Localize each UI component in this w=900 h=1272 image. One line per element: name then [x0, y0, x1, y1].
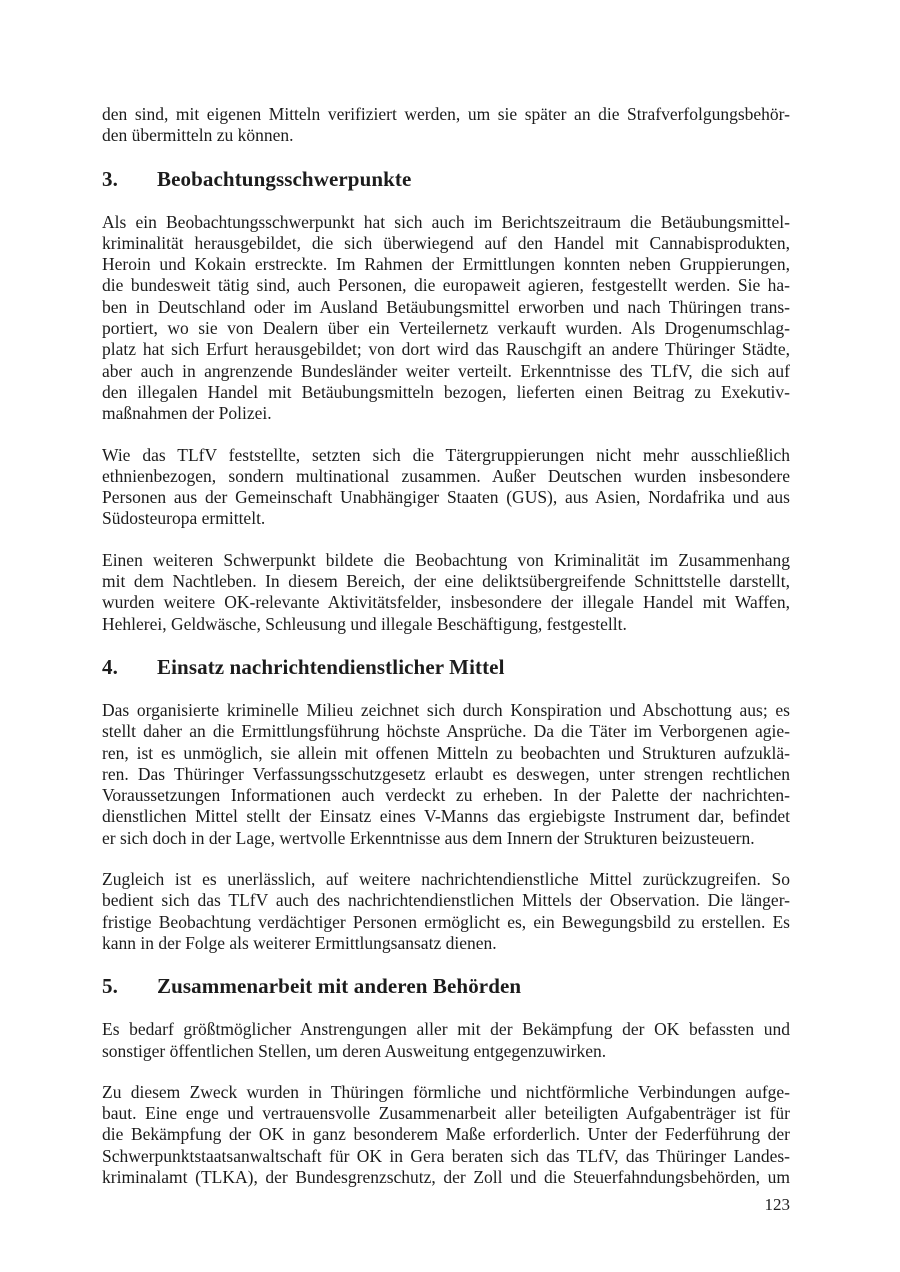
page-number: 123	[764, 1195, 790, 1214]
text-line: mit dem Nachtleben. In diesem Bereich, der eine deliktsübergreifende Schnittstelle darstellt,	[102, 571, 790, 592]
section-number: 4.	[102, 654, 118, 679]
text-line: Wie das TLfV feststellte, setzten sich die Tätergruppierungen nicht mehr ausschließlich	[102, 444, 790, 465]
section-title: Zusammenarbeit mit anderen Behörden	[157, 974, 522, 999]
text-line: den übermitteln zu können.	[102, 125, 294, 146]
text-line: sonstiger öffentlichen Stellen, um deren Ausweitung entgegenzuwirken.	[102, 1040, 607, 1061]
text-line: ben in Deutschland oder im Ausland Betäubungsmittel erworben und nach Thüringen trans-	[102, 296, 790, 317]
text-line: Einen weiteren Schwerpunkt bildete die Beobachtung von Kriminalität im Zusammenhang	[102, 549, 790, 570]
text-line: ren. Das Thüringer Verfassungsschutzgesetz erlaubt es deswegen, unter strengen rechtlichen	[102, 763, 790, 784]
text-line: wurden weitere OK-relevante Aktivitätsfelder, insbesondere der illegale Handel mit Waffen,	[102, 592, 790, 613]
text-line: maßnahmen der Polizei.	[102, 403, 272, 424]
section-number: 5.	[102, 974, 118, 999]
text-line: baut. Eine enge und vertrauensvolle Zusammenarbeit aller beteiligten Aufgabenträger ist für	[102, 1103, 790, 1124]
paragraph	[102, 212, 790, 425]
section-number: 3.	[102, 166, 118, 191]
section-heading	[102, 974, 790, 998]
text-line: Heroin und Kokain erstreckte. Im Rahmen der Ermittlungen konnten neben Gruppierungen,	[102, 254, 790, 275]
text-line: Zu diesem Zweck wurden in Thüringen förmliche und nichtförmliche Verbindungen aufge-	[102, 1081, 790, 1102]
text-line: aber auch in angrenzende Bundesländer weiter verteilt. Erkenntnisse des TLfV, die sich auf	[102, 360, 790, 381]
paragraph	[102, 550, 790, 635]
text-line: kriminalamt (TLKA), der Bundesgrenzschutz, der Zoll und die Steuerfahndungsbehörden, um	[102, 1166, 790, 1187]
text-line: bedient sich das TLfV auch des nachrichtendienstlichen Mittels der Observation. Die länger-	[102, 890, 790, 911]
text-line: Das organisierte kriminelle Milieu zeichnet sich durch Konspiration und Abschottung aus; es	[102, 699, 790, 720]
text-line: kann in der Folge als weiterer Ermittlungsansatz dienen.	[102, 932, 497, 953]
section-title: Beobachtungsschwerpunkte	[157, 166, 412, 191]
text-line: die bundesweit tätig sind, auch Personen, die europaweit agieren, festgestellt werden. Sie ha-	[102, 275, 790, 296]
text-line: Schwerpunktstaatsanwaltschaft für OK in Gera beraten sich das TLfV, das Thüringer Landes-	[102, 1145, 790, 1166]
text-line: die Bekämpfung der OK in ganz besonderem Maße erforderlich. Unter der Federführung der	[102, 1124, 790, 1145]
section-title: Einsatz nachrichtendienstlicher Mittel	[157, 654, 505, 679]
text-line: er sich doch in der Lage, wertvolle Erkenntnisse aus dem Innern der Strukturen beizusteuern.	[102, 827, 755, 848]
paragraph	[102, 700, 790, 849]
text-line: portiert, wo sie von Dealern über ein Verteilernetz verkauft wurden. Als Drogenumschlag-	[102, 318, 790, 339]
text-line: Als ein Beobachtungsschwerpunkt hat sich auch im Berichtszeitraum die Betäubungsmittel-	[102, 211, 790, 232]
section-heading	[102, 167, 790, 191]
text-line: Es bedarf größtmöglicher Anstrengungen aller mit der Bekämpfung der OK befassten und	[102, 1019, 790, 1040]
text-line: Personen aus der Gemeinschaft Unabhängiger Staaten (GUS), aus Asien, Nordafrika und aus	[102, 487, 790, 508]
paragraph	[102, 1082, 790, 1188]
text-line: platz hat sich Erfurt herausgebildet; von dort wird das Rauschgift an andere Thüringer Städte,	[102, 339, 790, 360]
text-line: kriminalität herausgebildet, die sich überwiegend auf den Handel mit Cannabisprodukten,	[102, 232, 790, 253]
text-line: Voraussetzungen Informationen auch verdeckt zu erheben. In der Palette der nachrichten-	[102, 785, 790, 806]
section-heading	[102, 655, 790, 679]
paragraph	[102, 445, 790, 530]
paragraph	[102, 1019, 790, 1062]
text-line: den sind, mit eigenen Mitteln verifiziert werden, um sie später an die Strafverfolgungsbehör-	[102, 104, 790, 124]
text-line: Südosteuropa ermittelt.	[102, 508, 266, 529]
text-line: Hehlerei, Geldwäsche, Schleusung und illegale Beschäftigung, festgestellt.	[102, 613, 627, 634]
text-line: fristige Beobachtung verdächtiger Personen ermöglicht es, ein Bewegungsbild zu erstellen. Es	[102, 911, 790, 932]
text-line: dienstlichen Mittel stellt der Einsatz eines V-Manns das ergiebigste Instrument dar, befindet	[102, 806, 790, 827]
paragraph	[102, 869, 790, 954]
paragraph	[102, 104, 790, 147]
text-line: den illegalen Handel mit Betäubungsmitteln bezogen, lieferten einen Beitrag zu Exekutiv-	[102, 381, 790, 402]
text-line: Zugleich ist es unerlässlich, auf weitere nachrichtendienstliche Mittel zurückzugreifen. So	[102, 869, 790, 890]
text-line: ren, ist es unmöglich, sie allein mit offenen Mitteln zu beobachten und Strukturen aufzuklä-	[102, 742, 790, 763]
text-line: stellt daher an die Ermittlungsführung höchste Ansprüche. Da die Täter im Verborgenen agie-	[102, 721, 790, 742]
text-line: ethnienbezogen, sondern multinational zusammen. Außer Deutschen wurden insbesondere	[102, 465, 790, 486]
document-content	[102, 104, 790, 1208]
